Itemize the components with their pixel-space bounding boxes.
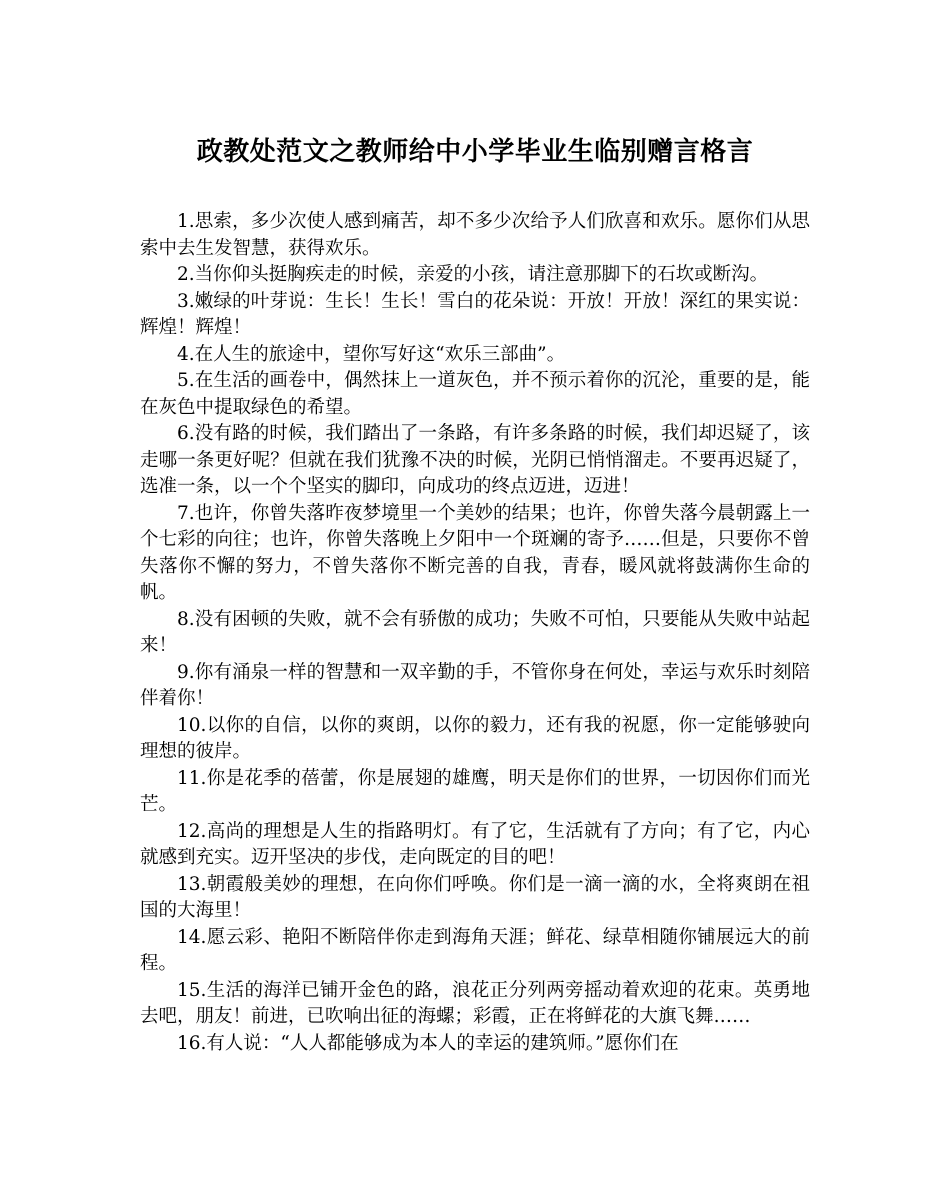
paragraph-5: 5.在生活的画卷中，偶然抹上一道灰色，并不预示着你的沉沦，重要的是，能在灰色中提取绿色的希望。 (140, 370, 810, 418)
paragraph-1: 1.思索，多少次使人感到痛苦，却不多少次给予人们欣喜和欢乐。愿你们从思索中去生发智慧，获得欢乐。 (140, 211, 810, 259)
paragraph-2: 2.当你仰头挺胸疾走的时候，亲爱的小孩，请注意那脚下的石坎或断沟。 (177, 264, 769, 285)
paragraph-7: 7.也许，你曾失落昨夜梦境里一个美妙的结果；也许，你曾失落今晨朝露上一个七彩的向往；也许，你曾失落晚上夕阳中一个斑斓的寄予……但是，只要你不曾失落你不懈的努力，不曾失落你不断完善的自我，青春，暖风就将鼓满你生命的帆。 (140, 502, 810, 603)
paragraph-6: 6.没有路的时候，我们踏出了一条路，有许多条路的时候，我们却迟疑了，该走哪一条更好呢？但就在我们犹豫不决的时候，光阴已悄悄溜走。不要再迟疑了，选准一条，以一个个坚实的脚印，向成功的终点迈进，迈进！ (140, 423, 810, 497)
paragraph-3: 3.嫩绿的叶芽说：生长！生长！雪白的花朵说：开放！开放！深红的果实说：辉煌！辉煌！ (140, 290, 810, 338)
document-title: 政教处范文之教师给中小学毕业生临别赠言格言 (196, 137, 754, 167)
paragraph-8: 8.没有困顿的失败，就不会有骄傲的成功；失败不可怕，只要能从失败中站起来！ (140, 608, 810, 656)
paragraph-15: 15.生活的海洋已铺开金色的路，浪花正分列两旁摇动着欢迎的花束。英勇地去吧，朋友！前进，已吹响出征的海螺；彩霞，正在将鲜花的大旗飞舞…… (140, 979, 810, 1027)
paragraph-12: 12.高尚的理想是人生的指路明灯。有了它，生活就有了方向；有了它，内心就感到充实。迈开坚决的步伐，走向既定的目的吧！ (140, 820, 810, 868)
paragraph-13: 13.朝霞般美妙的理想，在向你们呼唤。你们是一滴一滴的水，全将爽朗在祖国的大海里！ (140, 873, 810, 921)
document-body (140, 209, 810, 1057)
paragraph-16: 16.有人说：“人人都能够成为本人的幸运的建筑师。”愿你们在 (177, 1032, 679, 1054)
paragraph-9: 9.你有涌泉一样的智慧和一双辛勤的手，不管你身在何处，幸运与欢乐时刻陪伴着你！ (140, 661, 810, 709)
paragraph-10: 10.以你的自信，以你的爽朗，以你的毅力，还有我的祝愿，你一定能够驶向理想的彼岸。 (140, 714, 810, 762)
paragraph-4: 4.在人生的旅途中，望你写好这“欢乐三部曲”。 (177, 343, 566, 365)
paragraph-14: 14.愿云彩、艳阳不断陪伴你走到海角天涯；鲜花、绿草相随你铺展远大的前程。 (140, 926, 810, 974)
paragraph-11: 11.你是花季的蓓蕾，你是展翅的雄鹰，明天是你们的世界，一切因你们而光芒。 (140, 767, 810, 815)
